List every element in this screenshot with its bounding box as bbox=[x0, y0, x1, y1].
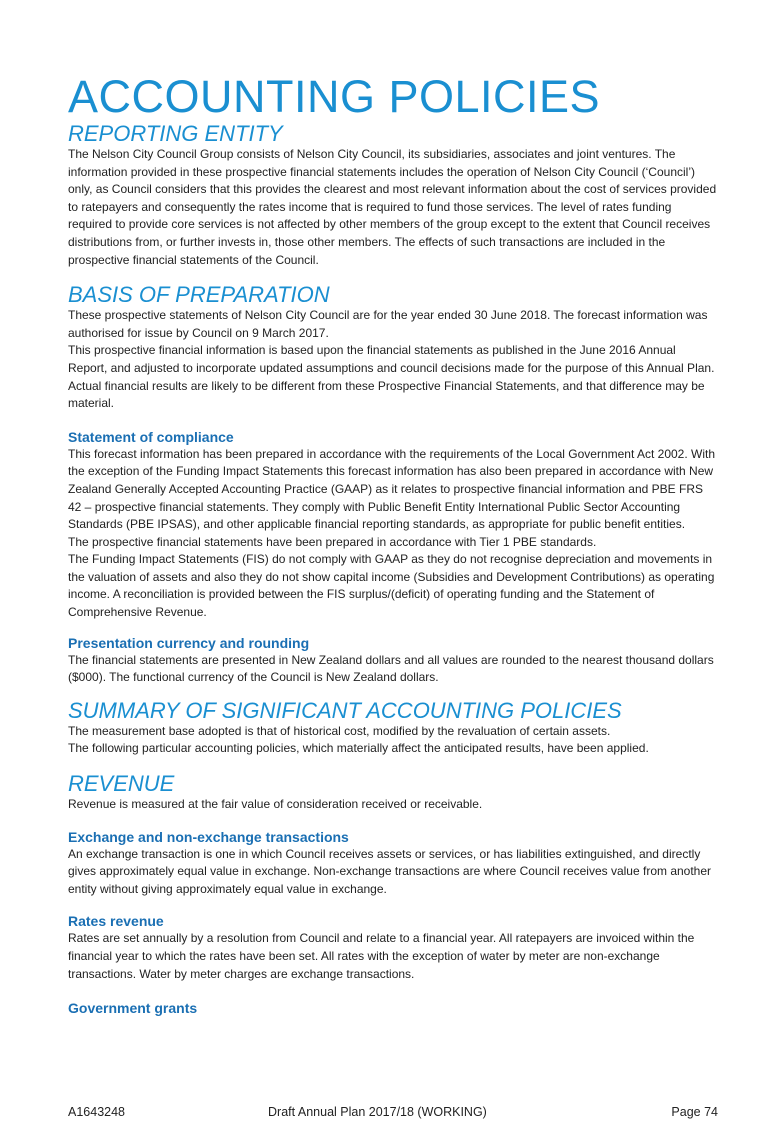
paragraph-reporting-entity: The Nelson City Council Group consists of Nelson City Council, its subsidiaries, associates and joint ventures. The information provided in these prospective financial statements includes the operation of Nelson City Council (‘Council’) only, as Council considers that this provides the clearest and most relevant information about the cost of services provided to ratepayers and consequently the rates income that is required to fund those services. The level of rates funding required to provide core services is not affected by other members of the group except to the extent that Council receives distributions from, or further invests in, those other members. The effects of such transactions are included in the prospective financial statements of the Council. bbox=[68, 147, 717, 267]
footer-doc-title: Draft Annual Plan 2017/18 (WORKING) bbox=[268, 1105, 487, 1119]
heading-revenue: REVENUE bbox=[68, 771, 175, 797]
paragraph-exchange-transactions: An exchange transaction is one in which Council receives assets or services, or has liabilities extinguished, and directly gives approximately equal value in exchange. Non-exchange transactions are where Council receives value from another entity without giving approximately equal value in exchange. bbox=[68, 846, 712, 896]
paragraph-compliance-3: The Funding Impact Statements (FIS) do not comply with GAAP as they do not recognise depreciation and movements in the valuation of assets and also they do not show capital income (Subsidies and Development Contributions) as operating income. A reconciliation is provided between the FIS surplus/(deficit) of operating funding and the Statement of Comprehensive Revenue. bbox=[68, 552, 715, 620]
paragraph-revenue: Revenue is measured at the fair value of consideration received or receivable. bbox=[68, 797, 483, 812]
paragraph-compliance-2: The prospective financial statements have been prepared in accordance with Tier 1 PBE standards. bbox=[68, 534, 597, 549]
paragraph-summary-2: The following particular accounting policies, which materially affect the anticipated results, have been applied. bbox=[68, 741, 649, 756]
document-page bbox=[68, 71, 718, 1017]
footer-page-number: Page 74 bbox=[671, 1105, 718, 1119]
heading-summary-policies: SUMMARY OF SIGNIFICANT ACCOUNTING POLICIES bbox=[68, 697, 622, 723]
heading-reporting-entity: REPORTING ENTITY bbox=[68, 121, 283, 146]
paragraph-basis-1: These prospective statements of Nelson City Council are for the year ended 30 June 2018. The forecast information was authorised for issue by Council on 9 March 2017. bbox=[68, 308, 708, 340]
paragraph-basis-2: This prospective financial information is based upon the financial statements as published in the June 2016 Annual Report, and adjusted to incorporate updated assumptions and council decisions made for the purpose of this Annual Plan. Actual financial results are likely to be different from these Prospective Financial Statements, and that difference may be material. bbox=[68, 343, 715, 411]
heading-statement-of-compliance: Statement of compliance bbox=[68, 428, 234, 445]
footer-doc-id: A1643248 bbox=[68, 1105, 126, 1119]
heading-government-grants: Government grants bbox=[68, 1000, 198, 1017]
page-title: ACCOUNTING POLICIES bbox=[68, 71, 601, 122]
paragraph-compliance-1: This forecast information has been prepared in accordance with the requirements of the Local Government Act 2002. With the exception of the Funding Impact Statements this forecast information has also been prepared in accordance with New Zealand Generally Accepted Accounting Practice (GAAP) as it relates to prospective financial information and PBE FRS 42 – prospective financial statements. They comply with Public Benefit Entity International Public Sector Accounting Standards (PBE IPSAS), and other applicable financial reporting standards, as appropriate for public benefit entities. bbox=[68, 446, 716, 532]
heading-exchange-transactions: Exchange and non-exchange transactions bbox=[68, 828, 349, 845]
paragraph-rates-revenue: Rates are set annually by a resolution from Council and relate to a financial year. All ratepayers are invoiced within the financial year to which the rates have been set. All rates with the exception of water by meter are non-exchange transactions. Water by meter charges are exchange transactions. bbox=[68, 931, 695, 981]
heading-basis-of-preparation: BASIS OF PREPARATION bbox=[68, 282, 330, 308]
paragraph-presentation-currency: The financial statements are presented in New Zealand dollars and all values are rounded to the nearest thousand dollars ($000). The functional currency of the Council is New Zealand dollars. bbox=[68, 652, 714, 685]
heading-rates-revenue: Rates revenue bbox=[68, 913, 164, 930]
paragraph-summary-1: The measurement base adopted is that of historical cost, modified by the revaluation of certain assets. bbox=[68, 723, 611, 738]
heading-presentation-currency: Presentation currency and rounding bbox=[68, 634, 310, 651]
